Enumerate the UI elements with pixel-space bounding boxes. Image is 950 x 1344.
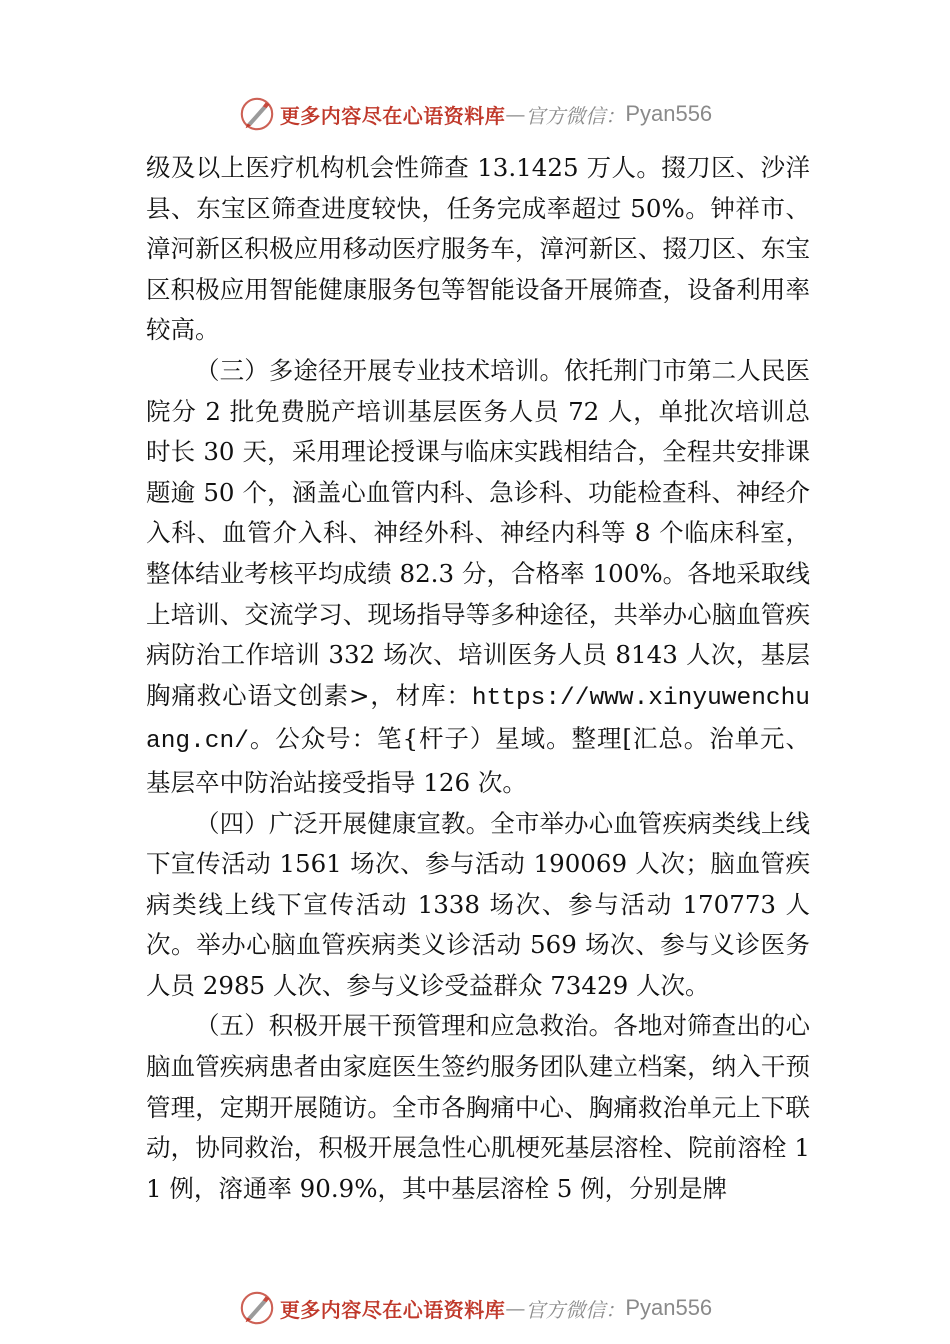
banner-dash: — bbox=[505, 102, 526, 126]
banner-dash: — bbox=[505, 1296, 526, 1320]
document-body bbox=[146, 148, 810, 1209]
training-text: （三）多途径开展专业技术培训。依托荆门市第二人民医院分 2 批免费脱产培训基层医务人员 72 人，单批次培训总时长 30 天，采用理论授课与临床实践相结合，全程共安排课题逾 50 个，涵盖心血管内科、急诊科、功能检查科、神经介入科、血管介入科、神经外科、神经内科等 8 个临床科室，整体结业考核平均成绩 82.3 分，合格率 100%。各地采取线上培训、交流学习、现场指导等多种途径，共举办心脑血管疾病防治工作培训 332 场次、培训医务人员 8143 人次，基层胸痛救心语文创素>，材库： bbox=[146, 355, 810, 710]
pen-logo-icon bbox=[238, 1289, 276, 1327]
banner-wechat-label: 官方微信： bbox=[525, 1297, 626, 1322]
paragraph-screening: 级及以上医疗机构机会性筛查 13.1425 万人。掇刀区、沙洋县、东宝区筛查进度较快，任务完成率超过 50%。钟祥市、漳河新区积极应用移动医疗服务车，漳河新区、掇刀区、东宝区积极应用智能健康服务包等智能设备开展筛查，设备利用率较高。 bbox=[146, 153, 810, 345]
paragraph-intervention: （五）积极开展干预管理和应急救治。各地对筛查出的心脑血管疾病患者由家庭医生签约服务团队建立档案，纳入干预管理，定期开展随访。全市各胸痛中心、胸痛救治单元上下联动，协同救治，积极开展急性心肌梗死基层溶栓、院前溶栓 11 例，溶通率 90.9%，其中基层溶栓 5 例，分别是牌 bbox=[146, 1011, 810, 1203]
banner-promo-text: 更多内容尽在心语资料库 bbox=[279, 1297, 506, 1322]
banner-wechat-label: 官方微信： bbox=[525, 103, 626, 128]
banner-wechat-id: Pyan556 bbox=[625, 101, 713, 126]
banner-promo-text: 更多内容尽在心语资料库 bbox=[279, 103, 506, 128]
header-banner bbox=[0, 92, 950, 136]
training-text-continued: 。公众号：笔{杆子）星域。整理[汇总。治单元、基层卒中防治站接受指导 126 次。 bbox=[146, 724, 810, 797]
footer-banner bbox=[0, 1286, 950, 1330]
watermark-url-link[interactable]: https://www.xinyuwenchuang.cn/ bbox=[146, 684, 810, 756]
pen-logo-icon bbox=[238, 95, 276, 133]
banner-wechat-id: Pyan556 bbox=[625, 1295, 713, 1320]
paragraph-health-education: （四）广泛开展健康宣教。全市举办心血管疾病类线上线下宣传活动 1561 场次、参与活动 190069 人次；脑血管疾病类线上线下宣传活动 1338 场次、参与活动 170773 人次。举办心脑血管疾病类义诊活动 569 场次、参与义诊医务人员 2985 人次、参与义诊受益群众 73429 人次。 bbox=[146, 808, 810, 1000]
paragraph-training bbox=[146, 351, 810, 804]
